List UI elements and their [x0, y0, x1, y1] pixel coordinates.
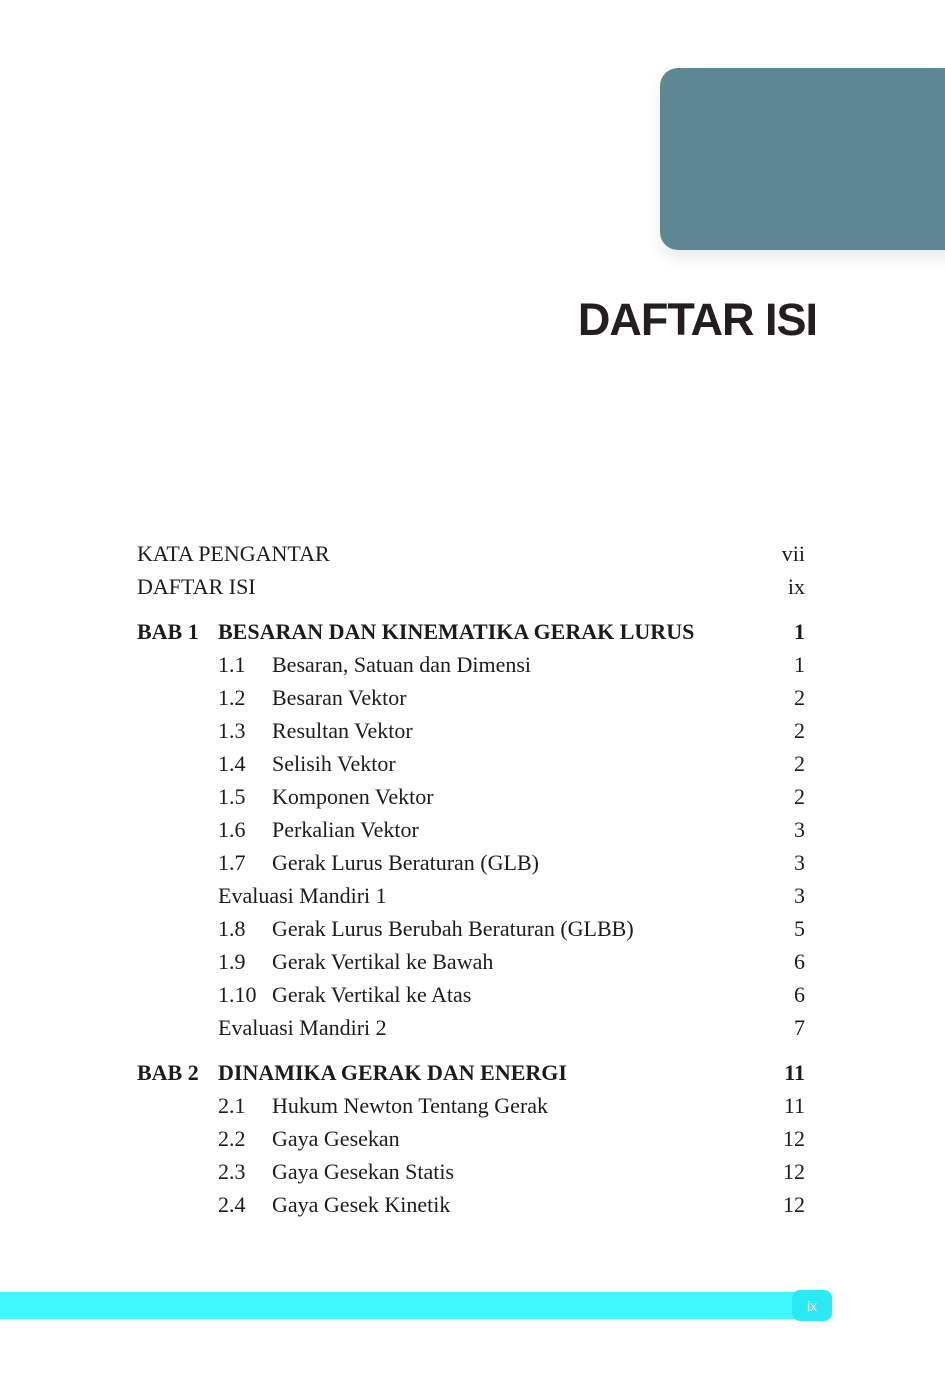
toc-entry-page: 2 [794, 718, 805, 743]
toc-entry-number: 1.5 [218, 784, 246, 809]
toc-entry-number: 1.3 [218, 718, 246, 743]
toc-entry-number: 2.2 [218, 1126, 246, 1151]
toc-entry-label: BESARAN DAN KINEMATIKA GERAK LURUS [218, 619, 695, 644]
toc-entry-page: 5 [794, 916, 805, 941]
toc-entry-page: 1 [794, 652, 805, 677]
toc-entry-page: 3 [794, 817, 805, 842]
toc-entry-page: 7 [794, 1015, 805, 1040]
toc-entry-page: ix [787, 574, 805, 599]
toc-entry [137, 879, 805, 912]
toc-entry-page: 12 [783, 1126, 805, 1151]
toc-entry [137, 945, 805, 978]
toc-entry [137, 537, 805, 570]
toc-entry-number: 1.8 [218, 916, 246, 941]
toc-entry-label: Resultan Vektor [272, 718, 413, 743]
page-number-tab [792, 1290, 832, 1321]
toc-entry-label: DINAMIKA GERAK DAN ENERGI [218, 1060, 567, 1085]
toc-entry-number: 1.10 [218, 982, 257, 1007]
toc-entry [137, 813, 805, 846]
toc-entry-page: 3 [794, 850, 805, 875]
toc-entry-number: 2.3 [218, 1159, 246, 1184]
toc-entry-label: DAFTAR ISI [137, 574, 256, 599]
toc-entry [137, 570, 805, 603]
toc-entry-number: 1.4 [218, 751, 246, 776]
toc-entry-label: KATA PENGANTAR [137, 541, 330, 566]
toc-entry-page: 3 [794, 883, 805, 908]
toc-entry-label: Gerak Lurus Berubah Beraturan (GLBB) [272, 916, 634, 941]
toc-entry-page: 6 [794, 982, 805, 1007]
toc-entry-number: BAB 1 [137, 619, 199, 644]
toc-entry-label: Perkalian Vektor [272, 817, 419, 842]
toc-entry-label: Gaya Gesekan Statis [272, 1159, 455, 1184]
toc-entry-label: Gaya Gesekan [272, 1126, 400, 1151]
toc-entry [137, 1188, 805, 1221]
toc-entry [137, 912, 805, 945]
page-number: ix [806, 1297, 818, 1314]
toc-entry-page: 2 [794, 751, 805, 776]
toc-entry [137, 846, 805, 879]
toc-entry [137, 780, 805, 813]
toc-entry [137, 1122, 805, 1155]
toc-entry-number: 2.1 [218, 1093, 246, 1118]
toc-entry-number: 1.6 [218, 817, 246, 842]
toc-entry-number: 1.9 [218, 949, 246, 974]
toc-entry-label: Gerak Vertikal ke Bawah [272, 949, 494, 974]
decorative-header-block [660, 68, 945, 250]
toc-entry [137, 1089, 805, 1122]
toc-entry [137, 615, 805, 648]
toc-entry-page: 12 [783, 1192, 805, 1217]
toc-entry-page: 11 [783, 1093, 805, 1118]
toc-entry-number: 1.2 [218, 685, 246, 710]
toc-entry [137, 1056, 805, 1089]
toc-entry-number: 2.4 [218, 1192, 246, 1217]
toc-entry [137, 648, 805, 681]
toc-entry [137, 978, 805, 1011]
toc-entry-page: 2 [794, 685, 805, 710]
toc-entry-label: Besaran, Satuan dan Dimensi [272, 652, 532, 677]
toc-entry [137, 1011, 805, 1044]
toc-entry-page: 11 [784, 1060, 805, 1085]
toc-entry [137, 714, 805, 747]
toc-entry [137, 747, 805, 780]
toc-entry-label: Gerak Vertikal ke Atas [272, 982, 472, 1007]
toc-entry-page: 12 [783, 1159, 805, 1184]
toc-entry-page: 1 [794, 619, 805, 644]
toc-entry-label: Gaya Gesek Kinetik [272, 1192, 451, 1217]
toc-entry-number: 1.7 [218, 850, 246, 875]
toc-entry-label: Hukum Newton Tentang Gerak [272, 1093, 549, 1118]
toc-entry-label: Evaluasi Mandiri 2 [218, 1015, 387, 1040]
toc-entry-page: vii [781, 541, 805, 566]
toc-entry [137, 1155, 805, 1188]
footer-accent-bar [0, 1292, 806, 1319]
toc-entry-label: Komponen Vektor [272, 784, 434, 809]
toc-entry-label: Besaran Vektor [272, 685, 407, 710]
page-title: DAFTAR ISI [577, 294, 817, 345]
toc-entry-number: BAB 2 [137, 1060, 199, 1085]
toc-entry-label: Gerak Lurus Beraturan (GLB) [272, 850, 539, 875]
toc-entry-label: Evaluasi Mandiri 1 [218, 883, 387, 908]
table-of-contents [137, 537, 805, 1221]
toc-entry-label: Selisih Vektor [272, 751, 396, 776]
toc-entry-page: 6 [794, 949, 805, 974]
toc-entry-page: 2 [794, 784, 805, 809]
toc-entry [137, 681, 805, 714]
toc-entry-number: 1.1 [218, 652, 246, 677]
